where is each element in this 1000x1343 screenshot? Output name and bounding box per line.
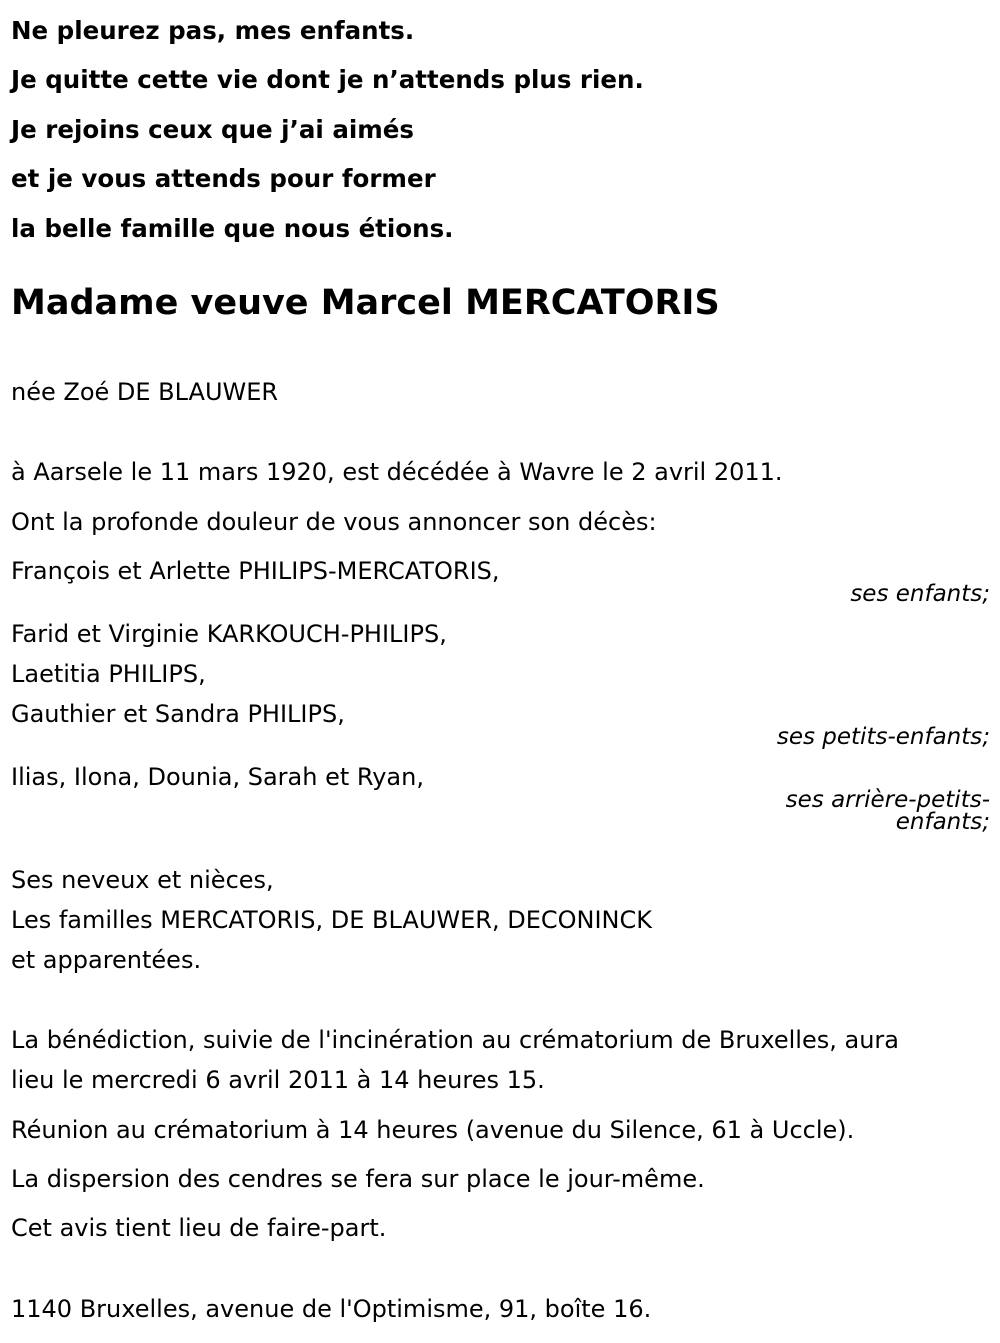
poem-line: Ne pleurez pas, mes enfants. bbox=[11, 16, 415, 45]
maiden-name-text: née Zoé DE BLAUWER bbox=[11, 378, 279, 406]
great-grandchildren-relation-line2: enfants; bbox=[895, 809, 990, 835]
grandchild-name: Laetitia PHILIPS, bbox=[11, 660, 206, 688]
birth-death-line bbox=[11, 452, 990, 492]
maiden-name bbox=[11, 372, 990, 412]
dispersion-text: La dispersion des cendres se fera sur place le jour-même. bbox=[11, 1165, 705, 1193]
children-relation: ses enfants; bbox=[850, 581, 990, 607]
grandchildren-section bbox=[11, 614, 990, 756]
address-text: 1140 Bruxelles, avenue de l'Optimisme, 91, boîte 16. bbox=[11, 1295, 652, 1323]
announcement-text: Ont la profonde douleur de vous annoncer son décès: bbox=[11, 508, 657, 536]
family-line: Ses neveux et nièces, bbox=[11, 866, 274, 894]
notice-info bbox=[11, 1208, 990, 1248]
ceremony-line: lieu le mercredi 6 avril 2011 à 14 heures 15. bbox=[11, 1066, 545, 1094]
poem-line: et je vous attends pour former bbox=[11, 164, 436, 194]
birth-death-text: à Aarsele le 11 mars 1920, est décédée à Wavre le 2 avril 2011. bbox=[11, 458, 783, 486]
poem bbox=[11, 6, 644, 253]
grandchild-name: Gauthier et Sandra PHILIPS, bbox=[11, 700, 345, 728]
notice-text: Cet avis tient lieu de faire-part. bbox=[11, 1214, 387, 1242]
family-line: Les familles MERCATORIS, DE BLAUWER, DECONINCK bbox=[11, 906, 652, 934]
grandchild-name: Farid et Virginie KARKOUCH-PHILIPS, bbox=[11, 620, 447, 648]
family-line: et apparentées. bbox=[11, 946, 202, 974]
meeting-text: Réunion au crématorium à 14 heures (avenue du Silence, 61 à Uccle). bbox=[11, 1116, 855, 1144]
extended-family-section bbox=[11, 860, 990, 980]
great-grandchildren-relation-line1: ses arrière-petits- bbox=[785, 787, 990, 813]
deceased-name: Madame veuve Marcel MERCATORIS bbox=[11, 283, 720, 323]
children-section bbox=[11, 551, 990, 613]
address-info bbox=[11, 1289, 990, 1329]
grandchildren-relation: ses petits-enfants; bbox=[776, 724, 990, 750]
poem-line: Je rejoins ceux que j’ai aimés bbox=[11, 114, 415, 144]
announcement bbox=[11, 502, 990, 542]
dispersion-info bbox=[11, 1159, 990, 1199]
ceremony-line: La bénédiction, suivie de l'incinération au crématorium de Bruxelles, aura bbox=[11, 1026, 899, 1054]
poem-line: Je quitte cette vie dont je n’attends plus rien. bbox=[11, 65, 644, 95]
children-name: François et Arlette PHILIPS-MERCATORIS, bbox=[11, 557, 500, 585]
great-grandchildren-section bbox=[11, 757, 990, 841]
poem-line: la belle famille que nous étions. bbox=[11, 213, 454, 243]
ceremony-section bbox=[11, 1020, 992, 1100]
great-grandchildren-names: Ilias, Ilona, Dounia, Sarah et Ryan, bbox=[11, 763, 424, 791]
meeting-info bbox=[11, 1110, 990, 1150]
